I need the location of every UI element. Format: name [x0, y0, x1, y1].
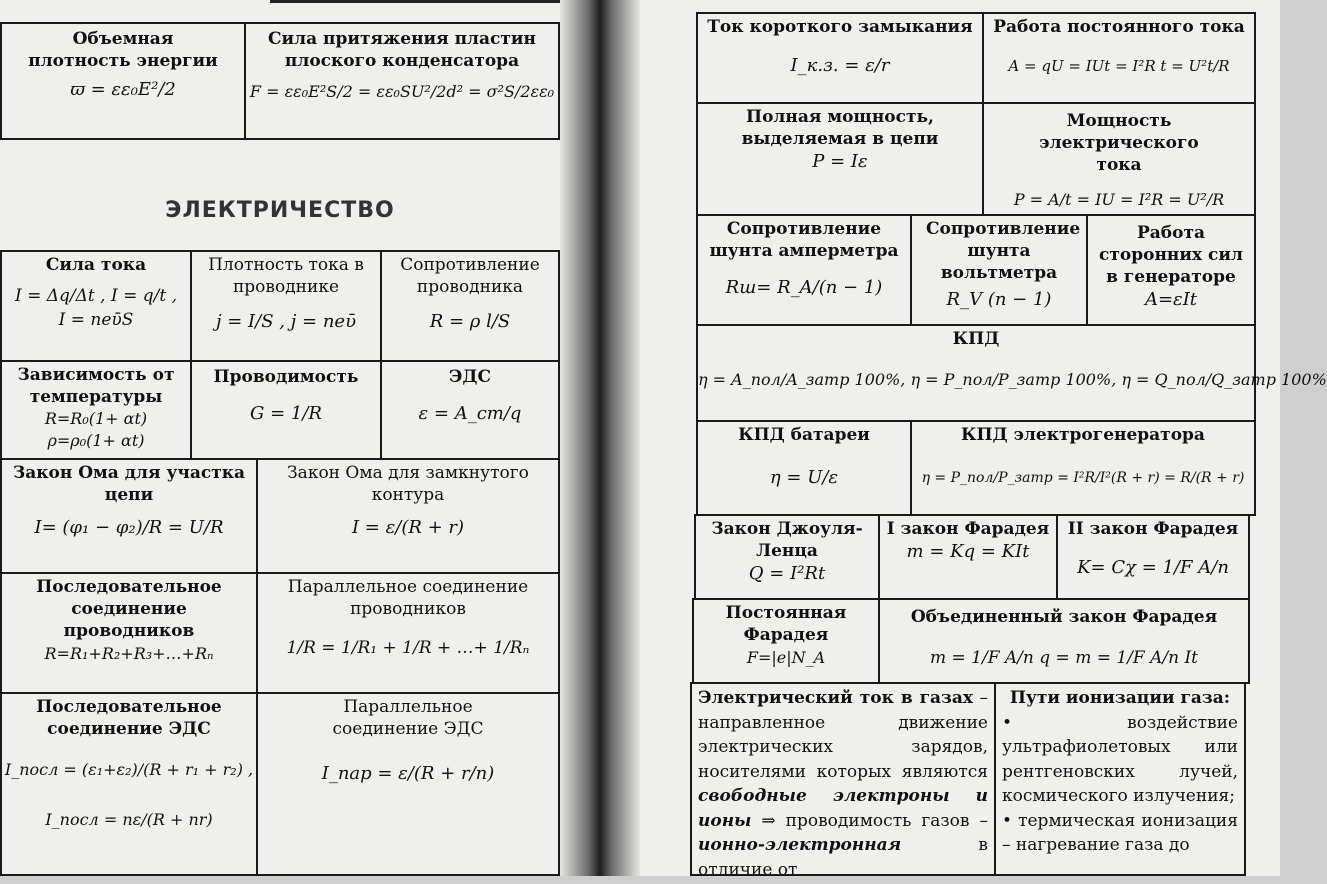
cell-faraday-constant [692, 598, 880, 684]
cell-formula: η = U/ε [769, 467, 839, 488]
gas-current-t3: в отличие от [698, 835, 988, 880]
cell-title: Последовательное соединение проводников [36, 577, 222, 641]
cell-title: Параллельное соединение ЭДС [332, 697, 484, 739]
cell-energy-density [0, 22, 246, 140]
cell-title: Ток короткого замыкания [707, 17, 973, 37]
cell-formula-2: ρ=ρ₀(1+ αt) [47, 431, 145, 450]
cell-formula: R=R₀(1+ αt) [44, 409, 148, 428]
cell-title: Мощность электрического тока [1039, 111, 1199, 175]
book-gutter [560, 0, 640, 876]
section-title: ЭЛЕКТРИЧЕСТВО [165, 198, 395, 223]
cell-formula: G = 1/R [250, 403, 322, 424]
cell-title: Закон Ома для замкнутого контура [287, 463, 529, 505]
cell-capacitor-force [244, 22, 560, 140]
cell-title: Сопротивление шунта амперметра [709, 219, 899, 261]
right-page [640, 0, 1327, 880]
cell-title: Объединенный закон Фарадея [910, 607, 1218, 627]
cell-title: Закон Джоуля-Ленца [711, 519, 863, 561]
cell-title: Работа сторонних сил в генераторе [1099, 223, 1243, 287]
cell-current-density [190, 250, 382, 362]
cell-battery-efficiency [696, 420, 912, 516]
cell-formula-2: I_посл = nε/(R + nr) [45, 810, 213, 829]
cell-formula: R=R₁+R₂+R₃+…+Rₙ [44, 644, 214, 663]
cell-title: II закон Фарадея [1067, 519, 1239, 539]
cell-efficiency [696, 324, 1327, 422]
cell-formula: η = P_пол/P_затр = I²R/I²(R + r) = R/(R + r) [921, 470, 1245, 486]
cell-short-circuit [696, 12, 984, 104]
gas-current-text [692, 684, 994, 884]
cell-title: ЭДС [448, 367, 492, 387]
gas-current-type: ионно-электронная [698, 835, 902, 855]
cell-title: Работа постоянного тока [993, 17, 1245, 37]
cell-formula: K= Cχ = 1/F A/n [1077, 557, 1229, 578]
cell-external-work [1086, 214, 1256, 326]
cell-voltmeter-shunt [910, 214, 1088, 326]
cell-electric-power [982, 102, 1256, 216]
cell-generator-efficiency [910, 420, 1256, 516]
cell-title: КПД батареи [738, 425, 870, 445]
cell-title: Сопротивление проводника [400, 255, 540, 297]
cell-title: КПД [952, 329, 1000, 349]
cell-parallel-conductors [256, 572, 560, 694]
cell-formula: I = Δq/Δt , I = q/t , [15, 286, 177, 306]
cell-formula: η = A_пол/A_затр 100%, η = P_пол/P_затр 100%, η = Q_пол/Q_затр 100% [698, 370, 1327, 389]
cell-current [0, 250, 192, 362]
cell-ammeter-shunt [696, 214, 912, 326]
cell-title: Закон Ома для участка цепи [12, 463, 246, 505]
cell-parallel-emf [256, 692, 560, 876]
cell-formula: 1/R = 1/R₁ + 1/R + …+ 1/Rₙ [286, 638, 530, 658]
cell-formula: P = A/t = IU = I²R = U²/R [1013, 190, 1225, 209]
cell-formula: m = Kq = KIt [906, 541, 1030, 562]
cell-formula: Q = I²Rt [748, 563, 826, 584]
cell-title: Плотность тока в проводнике [208, 255, 364, 297]
left-page [0, 0, 560, 876]
cell-emf [380, 360, 560, 460]
cell-formula: ε = A_cm/q [418, 403, 522, 424]
cell-title: Параллельное соединение проводников [287, 577, 529, 619]
cell-formula: I_пар = ε/(R + r/n) [321, 763, 495, 784]
cell-faraday-combined [878, 598, 1250, 684]
cell-ohm-closed [256, 458, 560, 574]
cell-formula: F=|e|N_A [746, 648, 826, 667]
cell-ohm-section [0, 458, 258, 574]
cell-series-emf [0, 692, 258, 876]
cell-title: Постоянная Фарадея [725, 603, 847, 645]
cell-title: Проводимость [213, 367, 359, 387]
cell-formula: ϖ = εε₀E²/2 [70, 79, 176, 100]
cell-formula: Rш= R_A/(n − 1) [725, 277, 883, 298]
cell-title: Сила тока [45, 255, 147, 275]
cell-dc-work [982, 12, 1256, 104]
cell-joule-lenz [694, 514, 880, 600]
gas-current-carriers: свободные электроны и ионы [698, 786, 988, 831]
cell-formula: I_к.з. = ε/r [790, 55, 890, 76]
cell-title: Сила притяжения пластин плоского конденсатора [268, 29, 536, 71]
cell-series-conductors [0, 572, 258, 694]
cell-formula: I= (φ₁ − φ₂)/R = U/R [34, 517, 224, 538]
cell-title: Сопротивление шунта вольтметра [926, 219, 1081, 283]
cell-title: Последовательное соединение ЭДС [36, 697, 222, 739]
cell-faraday-first [878, 514, 1058, 600]
cell-title: Полная мощность, выделяемая в цепи [741, 107, 939, 149]
top-divider [270, 0, 560, 3]
cell-conductance [190, 360, 382, 460]
cell-gas-current [690, 682, 996, 880]
cell-formula: I_посл = (ε₁+ε₂)/(R + r₁ + r₂) , [4, 760, 254, 779]
cell-formula: A = qU = IUt = I²R t = U²t/R [1008, 57, 1230, 75]
cell-title: КПД электрогенератора [961, 425, 1205, 445]
cell-formula: R_V (n − 1) [946, 289, 1052, 310]
cell-formula: m = 1/F A/n q = m = 1/F A/n It [929, 648, 1199, 668]
cell-formula: R = ρ l/S [429, 311, 511, 332]
cell-temperature [0, 360, 192, 460]
ionization-item-2: • термическая ионизация – нагревание газа до [1002, 810, 1238, 855]
cell-title: I закон Фарадея [886, 519, 1050, 539]
cell-total-power [696, 102, 984, 216]
ionization-item-1: • воздействие ультрафиолетовых или рентгеновских лучей, космического излучения; [1002, 712, 1238, 806]
cell-formula-2: I = neῡS [58, 310, 134, 330]
ionization-text [996, 684, 1244, 860]
cell-formula: F = εε₀E²S/2 = εε₀SU²/2d² = σ²S/2εε₀ [249, 82, 555, 101]
gas-current-t1: – направленное движение электрических зарядов, носителями которых являются [698, 688, 989, 782]
cell-formula: P = Iε [812, 151, 868, 172]
cell-formula: A=εIt [1144, 289, 1198, 310]
cell-formula: I = ε/(R + r) [351, 517, 465, 538]
cell-title: Зависимость от температуры [17, 365, 175, 407]
cell-formula: j = I/S , j = neῡ [215, 311, 357, 332]
ionization-title: Пути ионизации газа: [1009, 688, 1231, 708]
gas-current-lead: Электрический ток в газах [698, 688, 974, 708]
cell-faraday-second [1056, 514, 1250, 600]
gas-current-t2: ⇒ проводимость газов – [751, 810, 988, 831]
cell-ionization [994, 682, 1246, 876]
cell-title: Объемная плотность энергии [28, 29, 218, 71]
cell-resistance [380, 250, 560, 362]
